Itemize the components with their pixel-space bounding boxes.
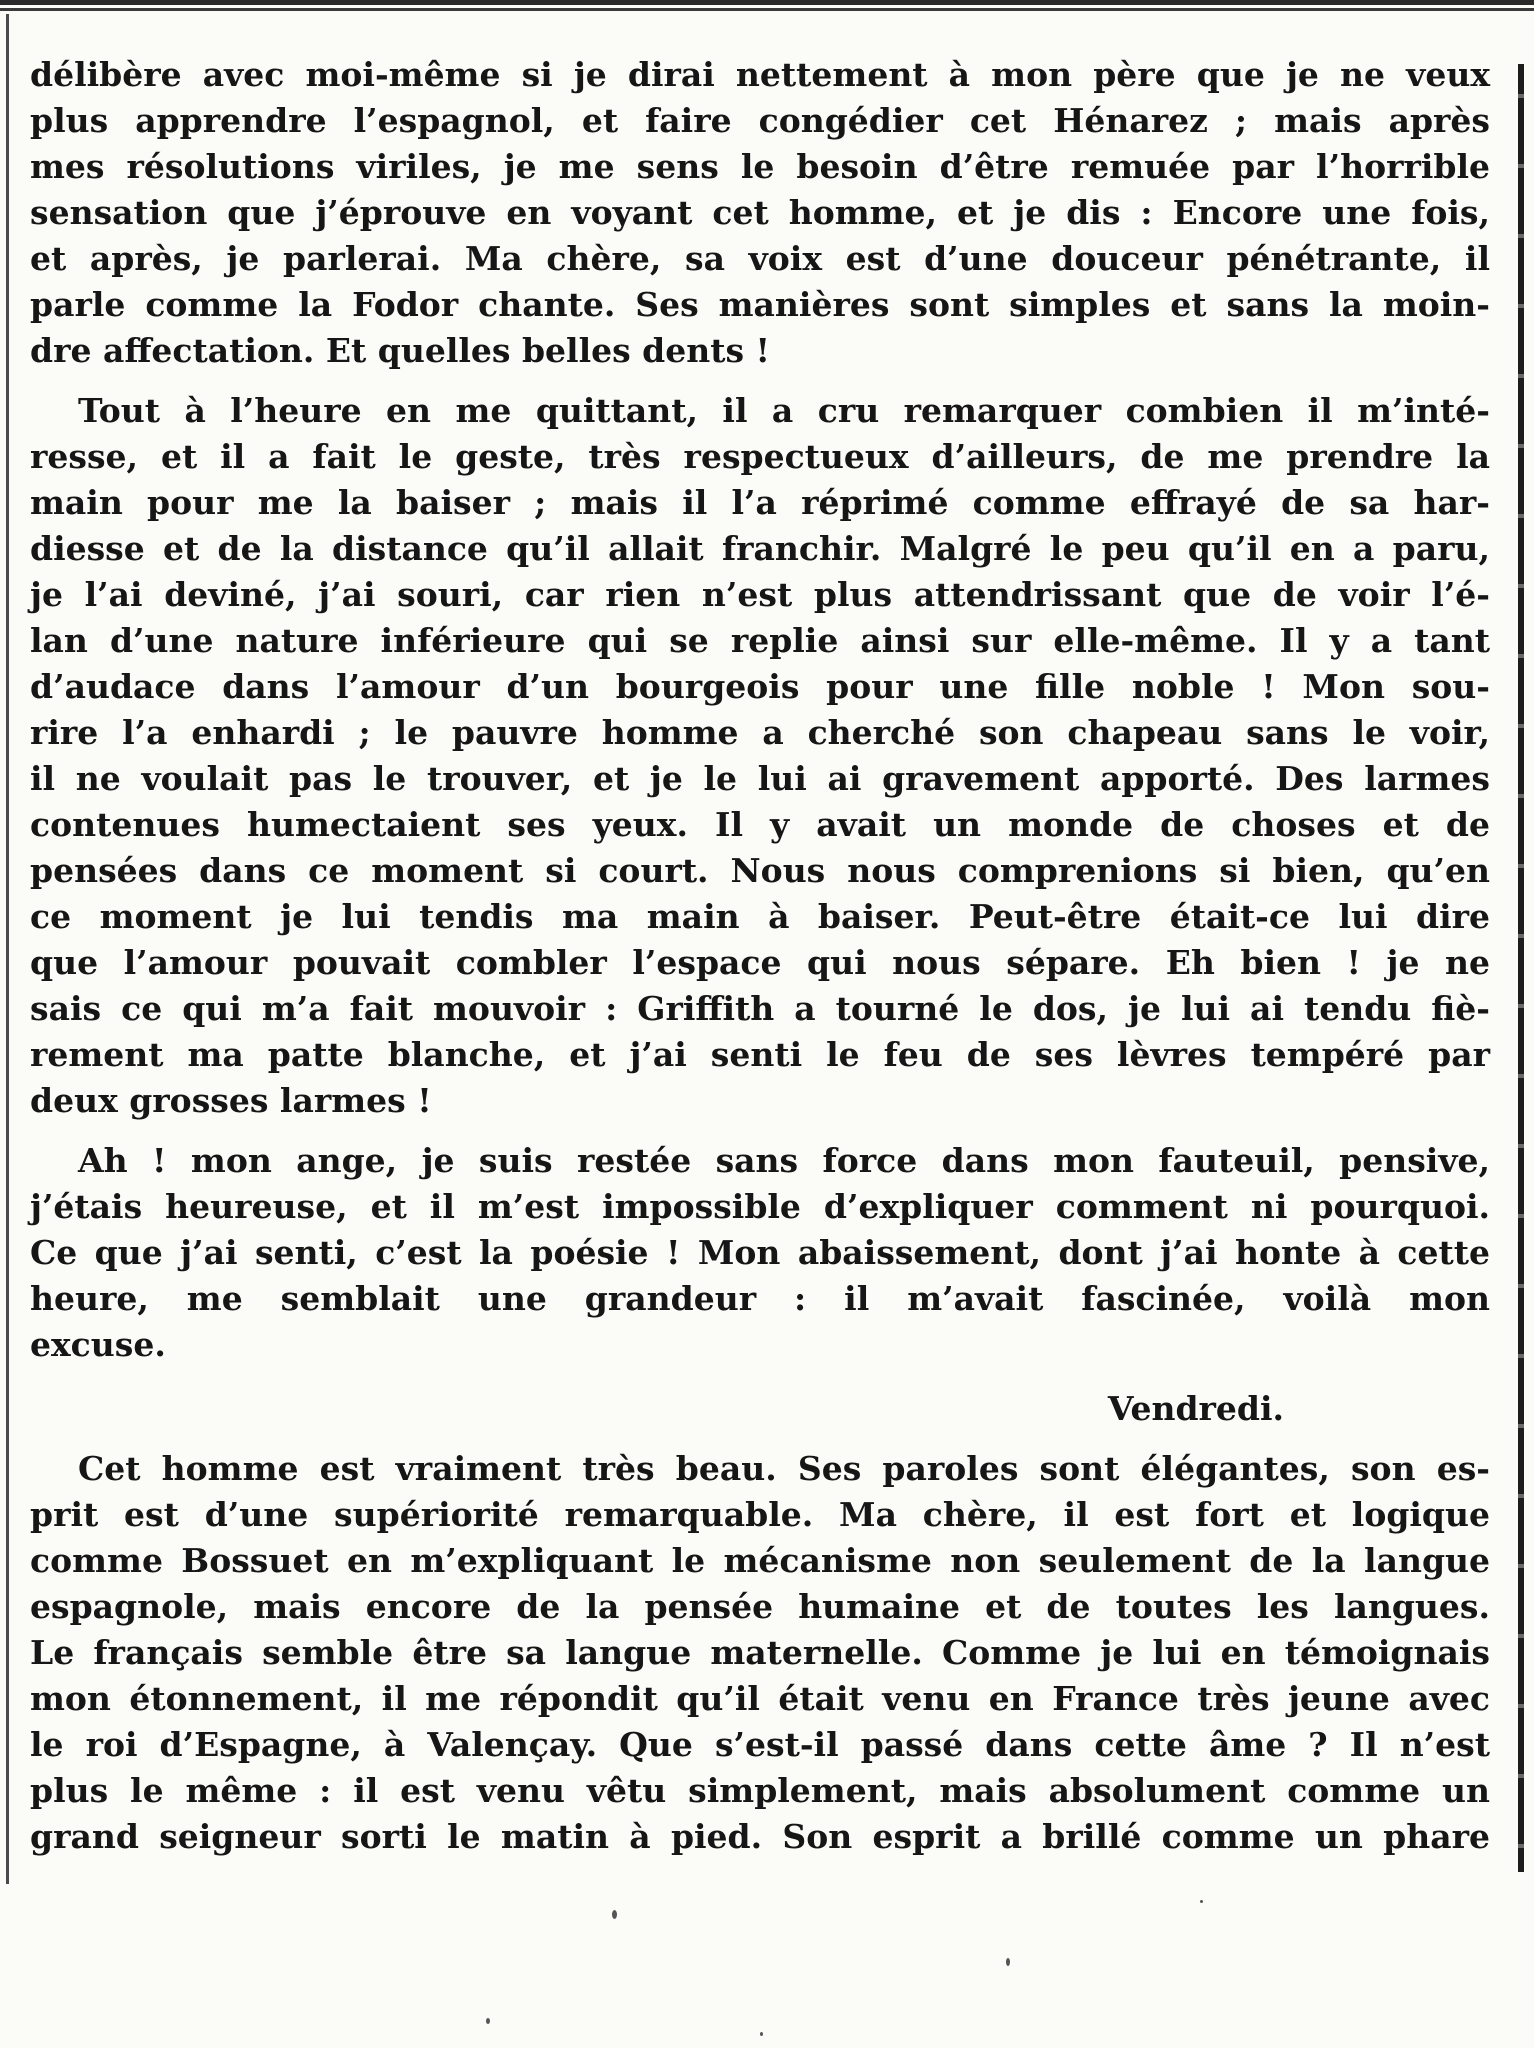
text-line: grand seigneur sorti le matin à pied. Son esprit a brillé comme un phare (30, 1817, 1490, 1856)
text-line: le roi d’Espagne, à Valençay. Que s’est-il passé dans cette âme ? Il n’est (30, 1725, 1490, 1764)
text-line: plus apprendre l’espagnol, et faire congédier cet Hénarez ; mais après (30, 101, 1490, 140)
text-line: sensation que j’éprouve en voyant cet homme, et je dis : Encore une fois, (30, 193, 1490, 232)
top-rule (0, 0, 1534, 14)
text-line: excuse. (30, 1325, 166, 1364)
text-line: que l’amour pouvait combler l’espace qui nous sépare. Eh bien ! je ne (30, 943, 1490, 982)
text-line: mon étonnement, il me répondit qu’il était venu en France très jeune avec (30, 1679, 1490, 1718)
text-line: espagnole, mais encore de la pensée humaine et de toutes les langues. (30, 1587, 1490, 1626)
text-line: pensées dans ce moment si court. Nous nous comprenions si bien, qu’en (30, 851, 1490, 890)
print-speck (1200, 1900, 1203, 1903)
text-line: main pour me la baiser ; mais il l’a réprimé comme effrayé de sa har- (30, 483, 1490, 522)
text-line: je l’ai deviné, j’ai souri, car rien n’est plus attendrissant que de voir l’é- (30, 575, 1490, 614)
text-line: Tout à l’heure en me quittant, il a cru remarquer combien il m’inté- (78, 391, 1490, 430)
text-line: contenues humectaient ses yeux. Il y avait un monde de choses et de (30, 805, 1490, 844)
right-column-rule (1518, 64, 1524, 1872)
text-line: et après, je parlerai. Ma chère, sa voix est d’une douceur pénétrante, il (30, 239, 1490, 278)
text-line: rire l’a enhardi ; le pauvre homme a cherché son chapeau sans le voir, (30, 713, 1490, 752)
text-line: lan d’une nature inférieure qui se replie ainsi sur elle-même. Il y a tant (30, 621, 1490, 660)
text-line: plus le même : il est venu vêtu simplement, mais absolument comme un (30, 1771, 1490, 1810)
text-line: parle comme la Fodor chante. Ses manières sont simples et sans la moin- (30, 285, 1490, 324)
text-line: Cet homme est vraiment très beau. Ses paroles sont élégantes, son es- (78, 1449, 1490, 1488)
text-line: dre affectation. Et quelles belles dents ! (30, 331, 771, 370)
print-speck (760, 2032, 763, 2036)
print-speck (612, 1910, 617, 1919)
text-line: Ce que j’ai senti, c’est la poésie ! Mon abaissement, dont j’ai honte à cette (30, 1233, 1490, 1272)
text-line: comme Bossuet en m’expliquant le mécanisme non seulement de la langue (30, 1541, 1490, 1580)
text-line: resse, et il a fait le geste, très respectueux d’ailleurs, de me prendre la (30, 437, 1490, 476)
print-speck (1006, 1958, 1010, 1966)
text-line: mes résolutions viriles, je me sens le besoin d’être remuée par l’horrible (30, 147, 1490, 186)
text-line: ce moment je lui tendis ma main à baiser. Peut-être était-ce lui dire (30, 897, 1490, 936)
text-line: il ne voulait pas le trouver, et je le lui ai gravement apporté. Des larmes (30, 759, 1490, 798)
text-line: diesse et de la distance qu’il allait franchir. Malgré le peu qu’il en a paru, (30, 529, 1490, 568)
text-line: j’étais heureuse, et il m’est impossible d’expliquer comment ni pourquoi. (30, 1187, 1490, 1226)
left-column-rule (6, 14, 9, 1884)
text-line: deux grosses larmes ! (30, 1081, 432, 1120)
article-text (30, 52, 1490, 1872)
text-line: d’audace dans l’amour d’un bourgeois pour une fille noble ! Mon sou- (30, 667, 1490, 706)
text-line: prit est d’une supériorité remarquable. Ma chère, il est fort et logique (30, 1495, 1490, 1534)
text-line: Le français semble être sa langue maternelle. Comme je lui en témoignais (30, 1633, 1490, 1672)
text-line: sais ce qui m’a fait mouvoir : Griffith a tourné le dos, je lui ai tendu fiè- (30, 989, 1490, 1028)
section-date: Vendredi. (1107, 1389, 1284, 1428)
print-speck (486, 2018, 490, 2024)
text-line: délibère avec moi-même si je dirai nettement à mon père que je ne veux (30, 55, 1490, 94)
text-line: heure, me semblait une grandeur : il m’avait fascinée, voilà mon (30, 1279, 1490, 1318)
text-line: Ah ! mon ange, je suis restée sans force dans mon fauteuil, pensive, (78, 1141, 1490, 1180)
text-line: rement ma patte blanche, et j’ai senti le feu de ses lèvres tempéré par (30, 1035, 1490, 1074)
